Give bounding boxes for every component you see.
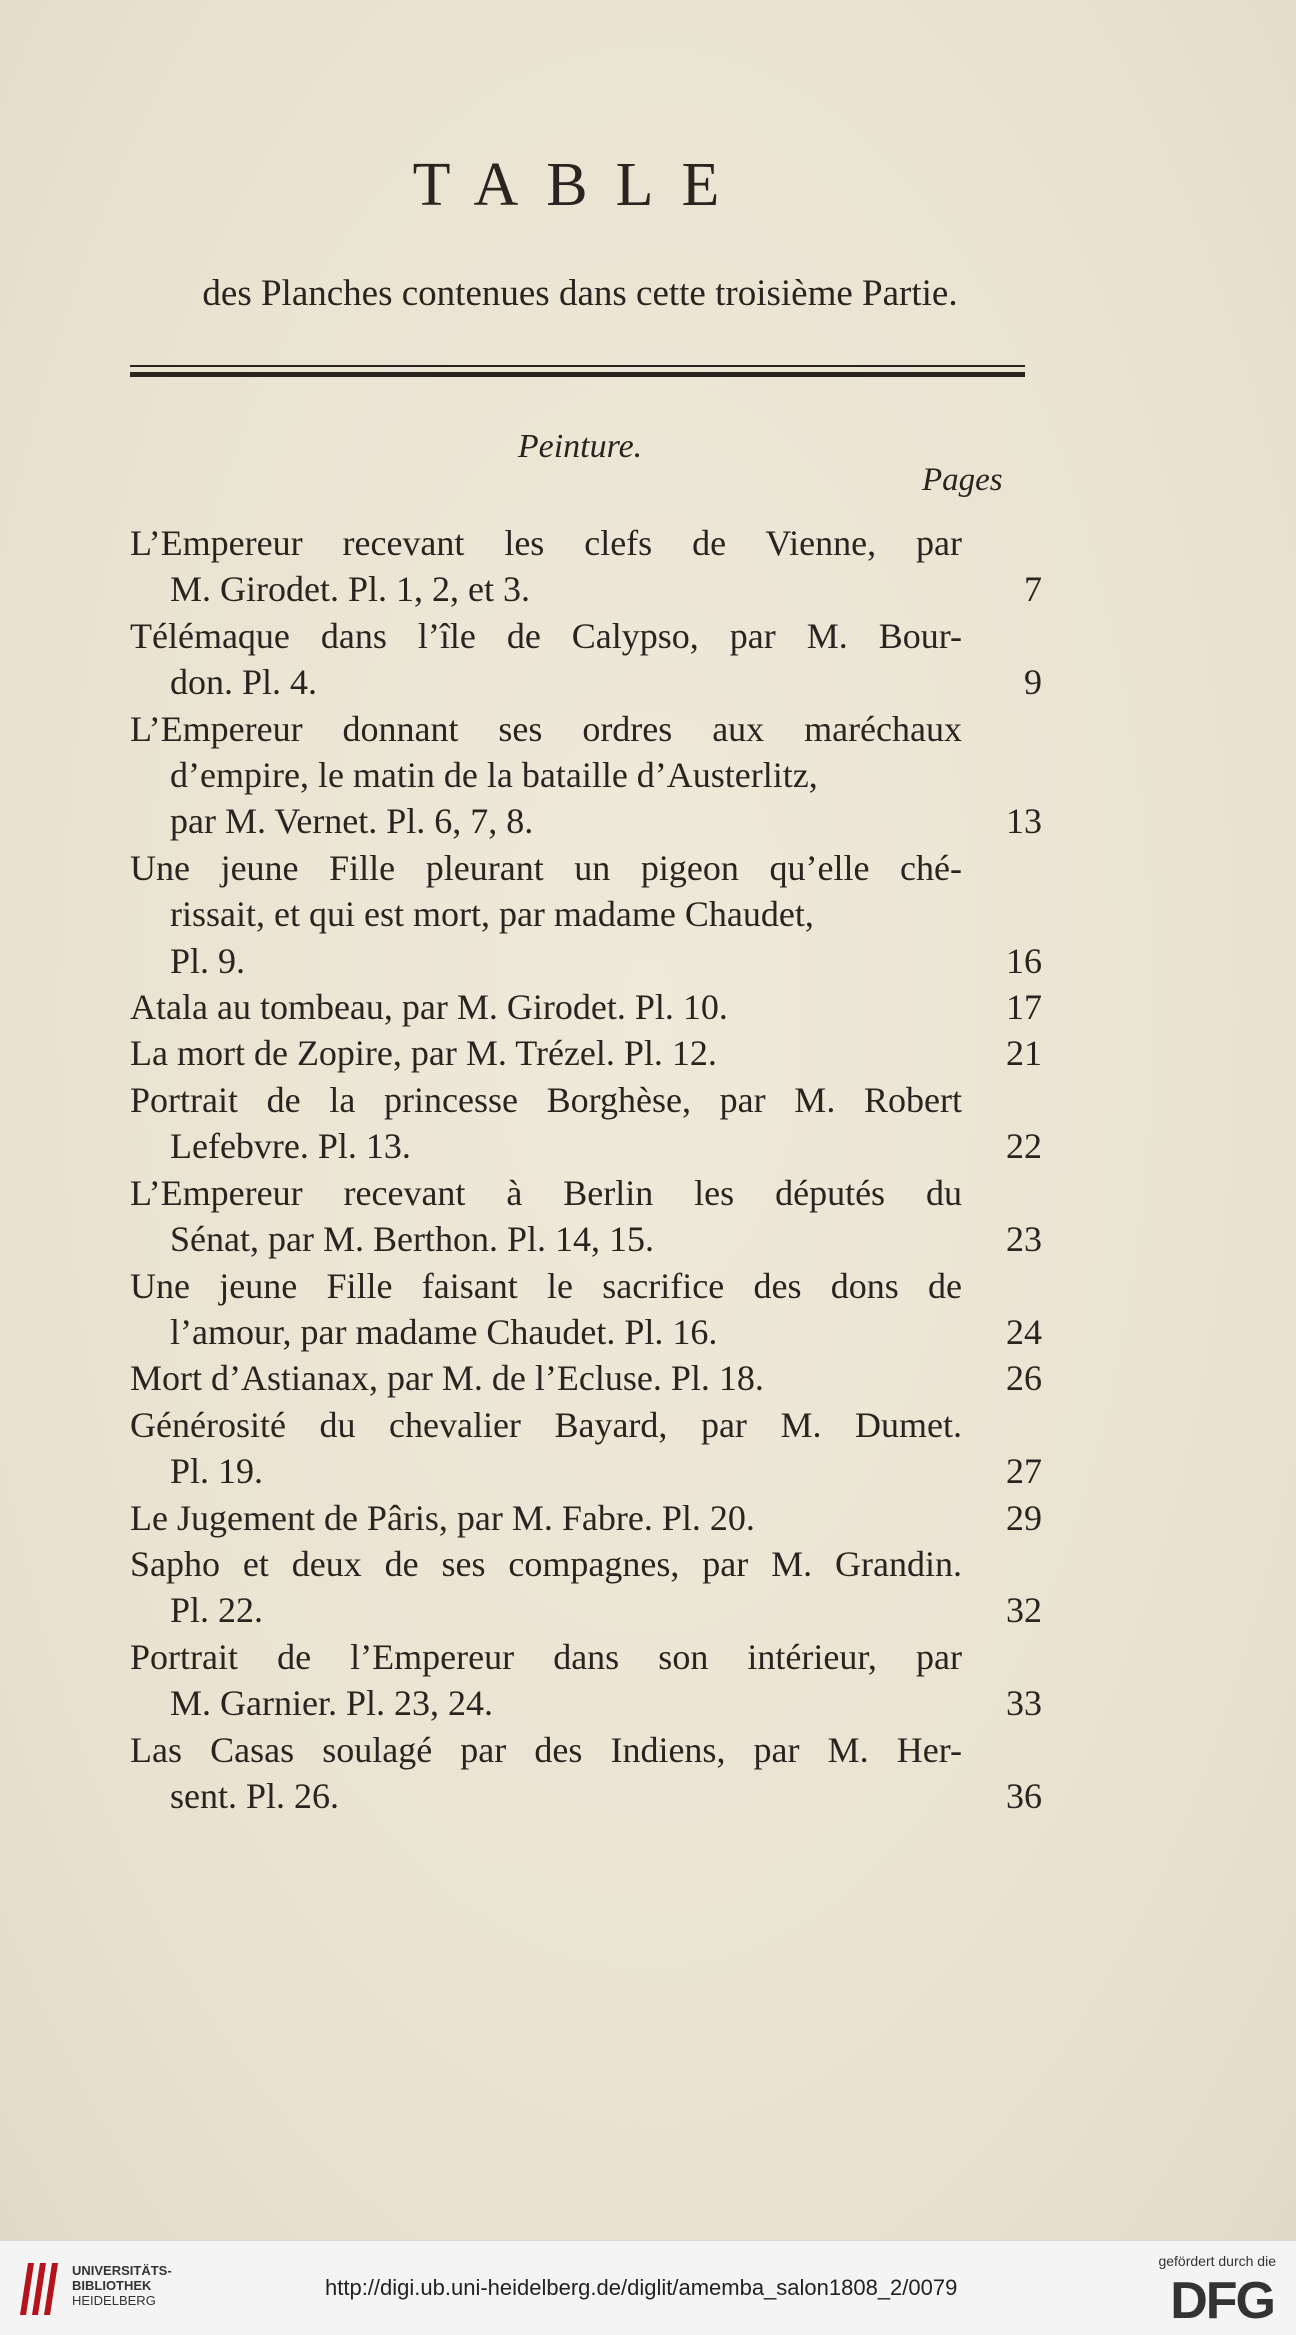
toc-page-number: 29 — [1006, 1497, 1042, 1538]
dfg-logo: DFG — [1170, 2272, 1274, 2330]
toc-entry-line: L’Empereur donnant ses ordres aux maréchaux — [130, 708, 962, 749]
toc-entry-line: Générosité du chevalier Bayard, par M. Dumet. — [130, 1404, 962, 1445]
toc-page-number: 26 — [1006, 1358, 1042, 1399]
toc-entry — [130, 984, 1042, 1030]
toc-entry-line: Le Jugement de Pâris, par M. Fabre. Pl. 20. — [130, 1497, 755, 1538]
toc-entry-line: d’empire, le matin de la bataille d’Austerlitz, — [170, 755, 818, 796]
toc-entry-line: La mort de Zopire, par M. Trézel. Pl. 12. — [130, 1033, 717, 1074]
toc-entry-line: Pl. 22. — [170, 1590, 264, 1631]
toc-entry-line: Une jeune Fille faisant le sacrifice des dons de — [130, 1265, 962, 1306]
toc-entry-line: Télémaque dans l’île de Calypso, par M. Bour- — [130, 615, 962, 656]
toc-page-number: 9 — [1024, 662, 1042, 703]
toc-page-number: 33 — [1006, 1683, 1042, 1724]
toc-entry — [130, 845, 1042, 984]
toc-page-number: 7 — [1024, 569, 1042, 610]
toc-entry-line: Atala au tombeau, par M. Girodet. Pl. 10. — [130, 987, 728, 1028]
toc-entry — [130, 1077, 1042, 1170]
toc-entry-line: Portrait de la princesse Borghèse, par M. Robert — [130, 1079, 962, 1120]
page-title: TABLE — [412, 151, 748, 219]
toc-entry-line: Lefebvre. Pl. 13. — [170, 1126, 411, 1167]
page-subtitle: des Planches contenues dans cette troisième Partie. — [202, 273, 958, 314]
university-library-logo-icon — [14, 2255, 64, 2321]
pages-column-header: Pages — [922, 462, 1003, 498]
toc-entry — [130, 1495, 1042, 1541]
toc-page-number: 22 — [1006, 1126, 1042, 1167]
toc-entry-line: Sénat, par M. Berthon. Pl. 14, 15. — [170, 1219, 654, 1260]
library-name: UNIVERSITÄTS- BIBLIOTHEK HEIDELBERG — [72, 2263, 172, 2308]
toc-entry — [130, 1541, 1042, 1634]
toc-entry-line: Portrait de l’Empereur dans son intérieur, par — [130, 1636, 962, 1677]
divider-thin — [130, 365, 1025, 367]
toc-page-number: 16 — [1006, 940, 1042, 981]
toc-entry-line: Mort d’Astianax, par M. de l’Ecluse. Pl. 18. — [130, 1358, 764, 1399]
footer-bar — [0, 2240, 1296, 2335]
toc-entry — [130, 1030, 1042, 1076]
toc-page-number: 13 — [1006, 801, 1042, 842]
permalink-url[interactable]: http://digi.ub.uni-heidelberg.de/diglit/amemba_salon1808_2/0079 — [325, 2275, 958, 2300]
toc-page-number: 27 — [1006, 1451, 1042, 1492]
toc-entry-line: M. Garnier. Pl. 23, 24. — [170, 1683, 493, 1724]
toc-entry-line: Pl. 19. — [170, 1451, 264, 1492]
toc-page-number: 21 — [1006, 1033, 1042, 1074]
toc-entry-line: L’Empereur recevant les clefs de Vienne, par — [130, 523, 962, 563]
toc-entry-line: par M. Vernet. Pl. 6, 7, 8. — [170, 801, 534, 842]
toc-entry-line: Une jeune Fille pleurant un pigeon qu’elle ché- — [130, 847, 962, 888]
toc-entry-line: Pl. 9. — [170, 940, 246, 981]
toc-entry — [130, 1727, 1042, 1820]
toc-entry-line: Sapho et deux de ses compagnes, par M. Grandin. — [130, 1543, 962, 1584]
toc-entry — [130, 613, 1042, 706]
divider-thick — [130, 372, 1025, 377]
toc-entry — [130, 1402, 1042, 1495]
toc-entry-line: Las Casas soulagé par des Indiens, par M. Her- — [130, 1729, 962, 1770]
toc-entry — [130, 706, 1042, 845]
table-of-plates — [130, 520, 1042, 1819]
toc-entry-line: M. Girodet. Pl. 1, 2, et 3. — [170, 569, 530, 610]
funding-note: gefördert durch die — [1158, 2253, 1276, 2269]
section-heading: Peinture. — [517, 428, 643, 465]
toc-entry-line: don. Pl. 4. — [170, 662, 318, 703]
toc-entry-line: sent. Pl. 26. — [170, 1775, 340, 1816]
toc-entry — [130, 520, 1042, 613]
toc-entry-line: l’amour, par madame Chaudet. Pl. 16. — [170, 1311, 718, 1352]
toc-page-number: 24 — [1006, 1311, 1042, 1352]
toc-page-number: 17 — [1006, 987, 1042, 1028]
toc-entry — [130, 1355, 1042, 1401]
toc-page-number: 23 — [1006, 1219, 1042, 1260]
toc-entry-line: L’Empereur recevant à Berlin les députés du — [130, 1172, 962, 1213]
toc-entry — [130, 1170, 1042, 1263]
toc-page-number: 32 — [1006, 1590, 1042, 1631]
toc-entry — [130, 1263, 1042, 1356]
toc-entry-line: rissait, et qui est mort, par madame Chaudet, — [170, 894, 814, 935]
toc-page-number: 36 — [1006, 1775, 1042, 1816]
toc-entry — [130, 1634, 1042, 1727]
